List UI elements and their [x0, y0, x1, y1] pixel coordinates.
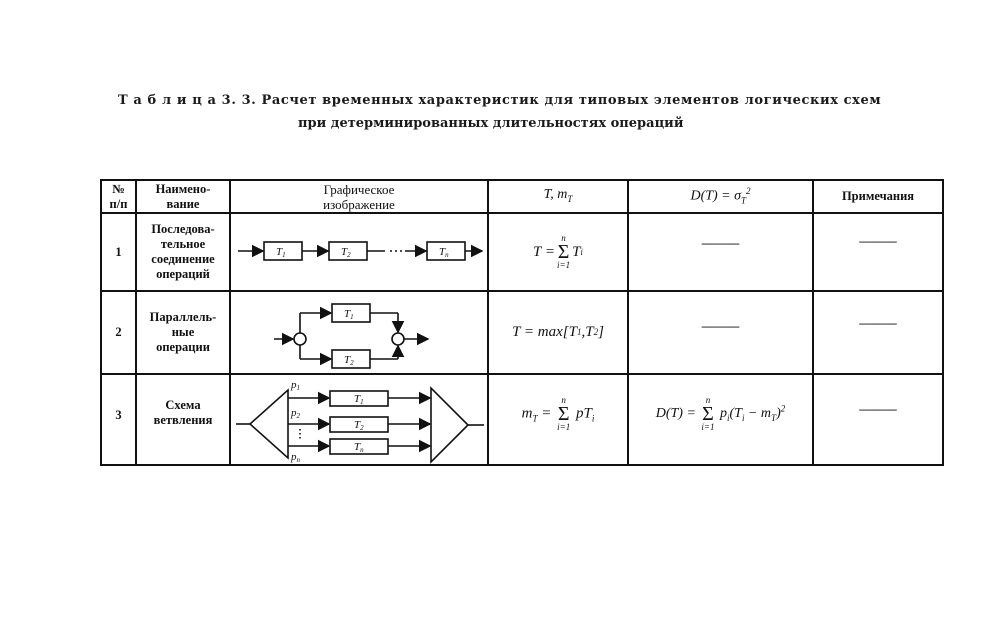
row1-number: 1 [115, 244, 122, 259]
row2-name: Параллель- ные операции [149, 310, 217, 354]
row2-parallel-diagram [230, 291, 488, 374]
row1-name: Последова- тельное соединение операций [151, 222, 215, 281]
header-dispersion: $D(T) = \sigma_T^2$ [690, 186, 751, 206]
row3-prob-n-label: pn [291, 451, 300, 464]
row3-branching-diagram [230, 374, 488, 465]
row1-formula: T = n Σ i=1 T i [533, 233, 583, 270]
row3-notes: ——— [859, 401, 897, 416]
row2-number: 2 [115, 325, 122, 339]
table-caption-line1: Т а б л и ц а 3. 3. Расчет временных характеристик для типовых элементов логических схем [118, 93, 882, 108]
row3-prob-1-label: p1 [291, 379, 300, 392]
header-notes: Примечания [841, 189, 915, 203]
row3-formula: $m_T$ = n Σ i=1 $pT_i$ [521, 394, 595, 432]
row3-dispersion-formula: D(T) = n Σ i=1 $p_i(T_i - m_T)^2$ [655, 394, 786, 432]
row2-block-2-label: T2 [344, 354, 354, 367]
row1-block-1-label: T1 [276, 246, 286, 259]
row2-dispersion: ——— [701, 318, 740, 333]
row3-block-n-label: Tn [354, 441, 364, 454]
row1-serial-diagram [230, 213, 488, 291]
header-name: Наимено- вание [155, 181, 211, 211]
header-graphic: Графическое изображение [323, 181, 395, 212]
row3-prob-2-label: p2 [291, 407, 300, 420]
table-caption-line2: при детерминированных длительностях операций [298, 116, 684, 131]
header-number: № п/п [109, 181, 128, 211]
row3-block-2-label: T2 [354, 419, 364, 432]
header-t-mt: T, $m_T$ [543, 186, 573, 204]
row3-number: 3 [115, 408, 122, 422]
row1-block-2-label: T2 [341, 246, 351, 259]
row3-name: Схема ветвления [153, 397, 213, 427]
row2-notes: ——— [859, 315, 897, 330]
row3-block-1-label: T1 [354, 393, 364, 406]
row2-formula: T = max[T 1 ,T 2 ] [512, 324, 604, 340]
row1-notes: ——— [859, 233, 897, 248]
row2-block-1-label: T1 [344, 308, 354, 321]
row1-block-n-label: Tn [439, 246, 449, 259]
row1-dispersion: ——— [701, 235, 740, 250]
